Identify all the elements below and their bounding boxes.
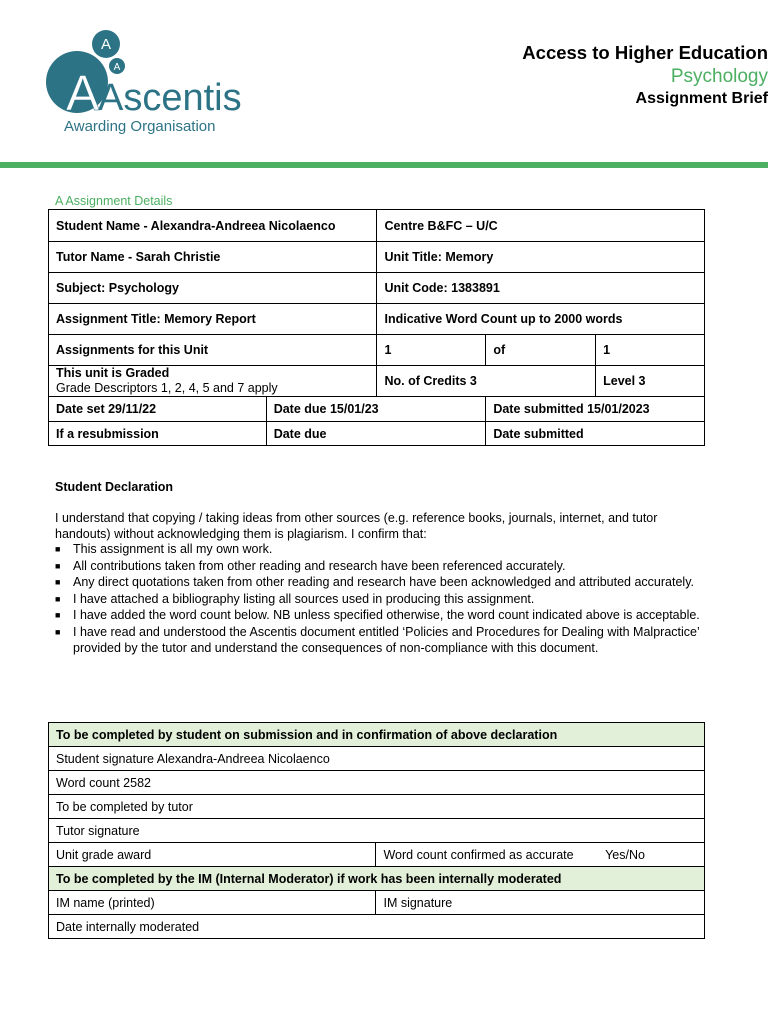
svg-text:Ascentis: Ascentis [98,77,242,119]
graded-label: This unit is Graded [56,366,170,380]
im-header: To be completed by the IM (Internal Moderator) if work has been internally moderated [49,867,705,891]
indicative-word-count: Indicative Word Count up to 2000 words [377,304,705,335]
declaration-list [55,541,710,657]
assignments-label: Assignments for this Unit [49,335,377,366]
svg-text:A: A [113,62,121,73]
bullet-icon: ■ [55,610,61,620]
confirmation-table [48,722,705,939]
svg-text:Awarding Organisation: Awarding Organisation [64,118,216,135]
unit-code: Unit Code: 1383891 [377,273,705,304]
centre: Centre B&FC – U/C [377,210,705,242]
bullet-icon: ■ [55,544,61,554]
word-count-confirmed-cell [376,843,705,867]
date-internally-moderated: Date internally moderated [49,915,705,939]
list-item: ■ Any direct quotations taken from other reading and research have been acknowledged and attributed accurately. [55,575,694,589]
assignment-details-table [48,209,705,446]
level: Level 3 [596,366,705,397]
bullet-icon: ■ [55,560,61,571]
student-signature: Student signature Alexandra-Andreea Nicolaenco [49,747,705,771]
doc-type: Assignment Brief [635,90,768,107]
bullet-icon: ■ [55,626,61,637]
document-header [522,41,768,109]
resubmission: If a resubmission [49,422,267,446]
unit-grade-award: Unit grade award [49,843,376,867]
word-count: Word count 2582 [49,771,705,795]
unit-title: Unit Title: Memory [377,242,705,273]
bullet-icon: ■ [55,593,61,604]
date-submitted: Date submitted 15/01/2023 [486,397,705,422]
list-item: ■ I have attached a bibliography listing all sources used in producing this assignment. [55,591,535,606]
assignment-total: 1 [596,335,705,366]
declaration-title: Student Declaration [55,480,174,494]
list-item: ■ This assignment is all my own work. [55,542,273,556]
declaration-intro: I understand that copying / taking ideas from other sources (e.g. reference books, journals, internet, and tutor handouts) without acknowledging them is plagiarism. I confirm that: [55,511,658,541]
program-title: Access to Higher Education [522,42,768,63]
student-confirmation-header: To be completed by student on submission and in confirmation of above declaration [49,723,705,747]
assignment-number: 1 [377,335,486,366]
assignment-of: of [486,335,596,366]
tutor-section: To be completed by tutor [49,795,705,819]
list-item: ■ All contributions taken from other reading and research have been referenced accurately. [55,558,566,573]
student-name: Student Name - Alexandra-Andreea Nicolaenco [49,210,377,242]
subject-title: Psychology [670,66,768,87]
svg-text:A: A [66,65,100,121]
header-divider [0,162,768,168]
resub-date-submitted: Date submitted [486,422,705,446]
credits: No. of Credits 3 [377,366,596,397]
word-count-confirmed: Word count confirmed as accurate [383,847,574,862]
bullet-icon: ■ [55,577,61,587]
graded-cell [49,366,377,397]
svg-text:A: A [100,36,112,53]
im-signature: IM signature [376,891,705,915]
assignment-title: Assignment Title: Memory Report [49,304,377,335]
date-set: Date set 29/11/22 [49,397,267,422]
yes-no: Yes/No [605,847,645,862]
tutor-signature: Tutor signature [49,819,705,843]
resub-date-due: Date due [266,422,486,446]
ascentis-logo [44,28,244,138]
section-a-label: A Assignment Details [55,194,173,208]
date-due: Date due 15/01/23 [266,397,486,422]
list-item: ■ I have added the word count below. NB unless specified otherwise, the word count indicated above is acceptable. [55,608,700,622]
tutor-name: Tutor Name - Sarah Christie [49,242,377,273]
subject: Subject: Psychology [49,273,377,304]
im-name: IM name (printed) [49,891,376,915]
grade-descriptors: Grade Descriptors 1, 2, 4, 5 and 7 apply [56,381,278,395]
list-item: ■ I have read and understood the Ascentis document entitled ‘Policies and Procedures for Dealing with Malpractice’ provided by the tutor and understand the consequences of non-compliance with this document. [55,624,700,655]
